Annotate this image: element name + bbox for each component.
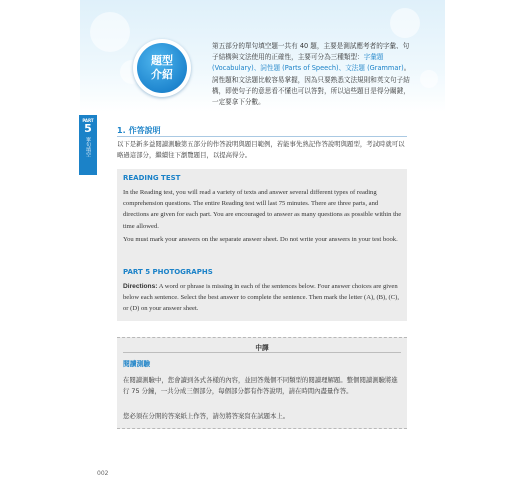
- translation-divider: [123, 352, 401, 353]
- intro-paragraph: [212, 41, 412, 108]
- translation-paragraph-2: 您必須在分開的答案紙上作答，請勿將答案寫在試題本上。: [123, 412, 290, 420]
- badge-line2: 介紹: [151, 68, 173, 81]
- page-number: 002: [97, 470, 109, 477]
- decor-bubble: [390, 8, 420, 38]
- part5-directions: [123, 281, 403, 315]
- section-divider: [117, 136, 407, 137]
- section-title-text: 作答說明: [128, 126, 161, 135]
- decor-bubble: [420, 70, 438, 88]
- directions-label: Directions:: [123, 283, 158, 290]
- section-title: [117, 125, 161, 136]
- section-body: 以下是新多益閱讀測驗第五部分的作答說明與題目範例，若能事先熟記作答說明與題型，考試時就可以略過這部分，繼續往下瀏覽題目，以提高得分。: [117, 140, 405, 159]
- section-number: 1.: [117, 126, 126, 135]
- part-number: 5: [84, 122, 92, 135]
- reading-test-paragraph-1: In the Reading test, you will read a variety of texts and answer several different types of reading comprehension questions. The entire Reading test will last 75 minutes. There are three parts, and directions are given for each part. You are encouraged to answer as many questions as possible within the time allowed.: [123, 189, 402, 230]
- intro-grammar-term: 文法題 (Grammar): [345, 64, 404, 73]
- decor-bubble: [90, 12, 130, 52]
- section-badge: [137, 43, 187, 93]
- intro-separator: 、: [253, 64, 261, 73]
- translation-label: 中譯: [255, 344, 269, 352]
- part-side-tab: [79, 115, 97, 175]
- intro-pos-term: 詞性題 (Parts of Speech): [260, 64, 339, 73]
- badge-line1: 題型: [151, 54, 173, 67]
- directions-box: [117, 169, 407, 321]
- translation-paragraph-1: 在閱讀測驗中，您會讀到各式各樣的內容，並回答幾個不同類型的閱讀理解題。整個閱讀測驗將進行 75 分鐘，一共分成三個部分，每個部分都有作答說明，請在時間內盡量作答。: [123, 376, 398, 395]
- translation-title: 閱讀測驗: [123, 360, 151, 368]
- part5-title: PART 5 PHOTOGRAPHS: [123, 268, 213, 276]
- reading-test-paragraph-2: You must mark your answers on the separate answer sheet. Do not write your answers in your test book.: [123, 236, 398, 243]
- directions-text: A word or phrase is missing in each of the sentences below. Four answer choices are given below each sentence. Select the best answer to complete the sentence. Then mark the letter (A), (B), (C), or (D) on your answer sheet.: [123, 283, 399, 313]
- reading-test-title: READING TEST: [123, 174, 181, 182]
- part-word: PART: [82, 118, 94, 123]
- intro-text-2: 。詞性題和文法題比較容易掌握，因為只要熟悉文法規則和英文句子結構，即使句子的意思看不懂也可以答對，所以這些題目是得分關鍵，一定要拿下分數。: [212, 64, 411, 107]
- intro-text-1: 第五部分的單句填空題一共有 40 題，主要是測試應考者的字彙、句子結構與文法使用的正確性，主要可分為三種類型：: [212, 42, 410, 62]
- part-name: 單句填空: [85, 137, 91, 157]
- translation-box: [117, 337, 407, 429]
- intro-separator: 、: [338, 64, 346, 73]
- intro-vocab-term: 字彙題 (Vocabulary): [212, 53, 384, 73]
